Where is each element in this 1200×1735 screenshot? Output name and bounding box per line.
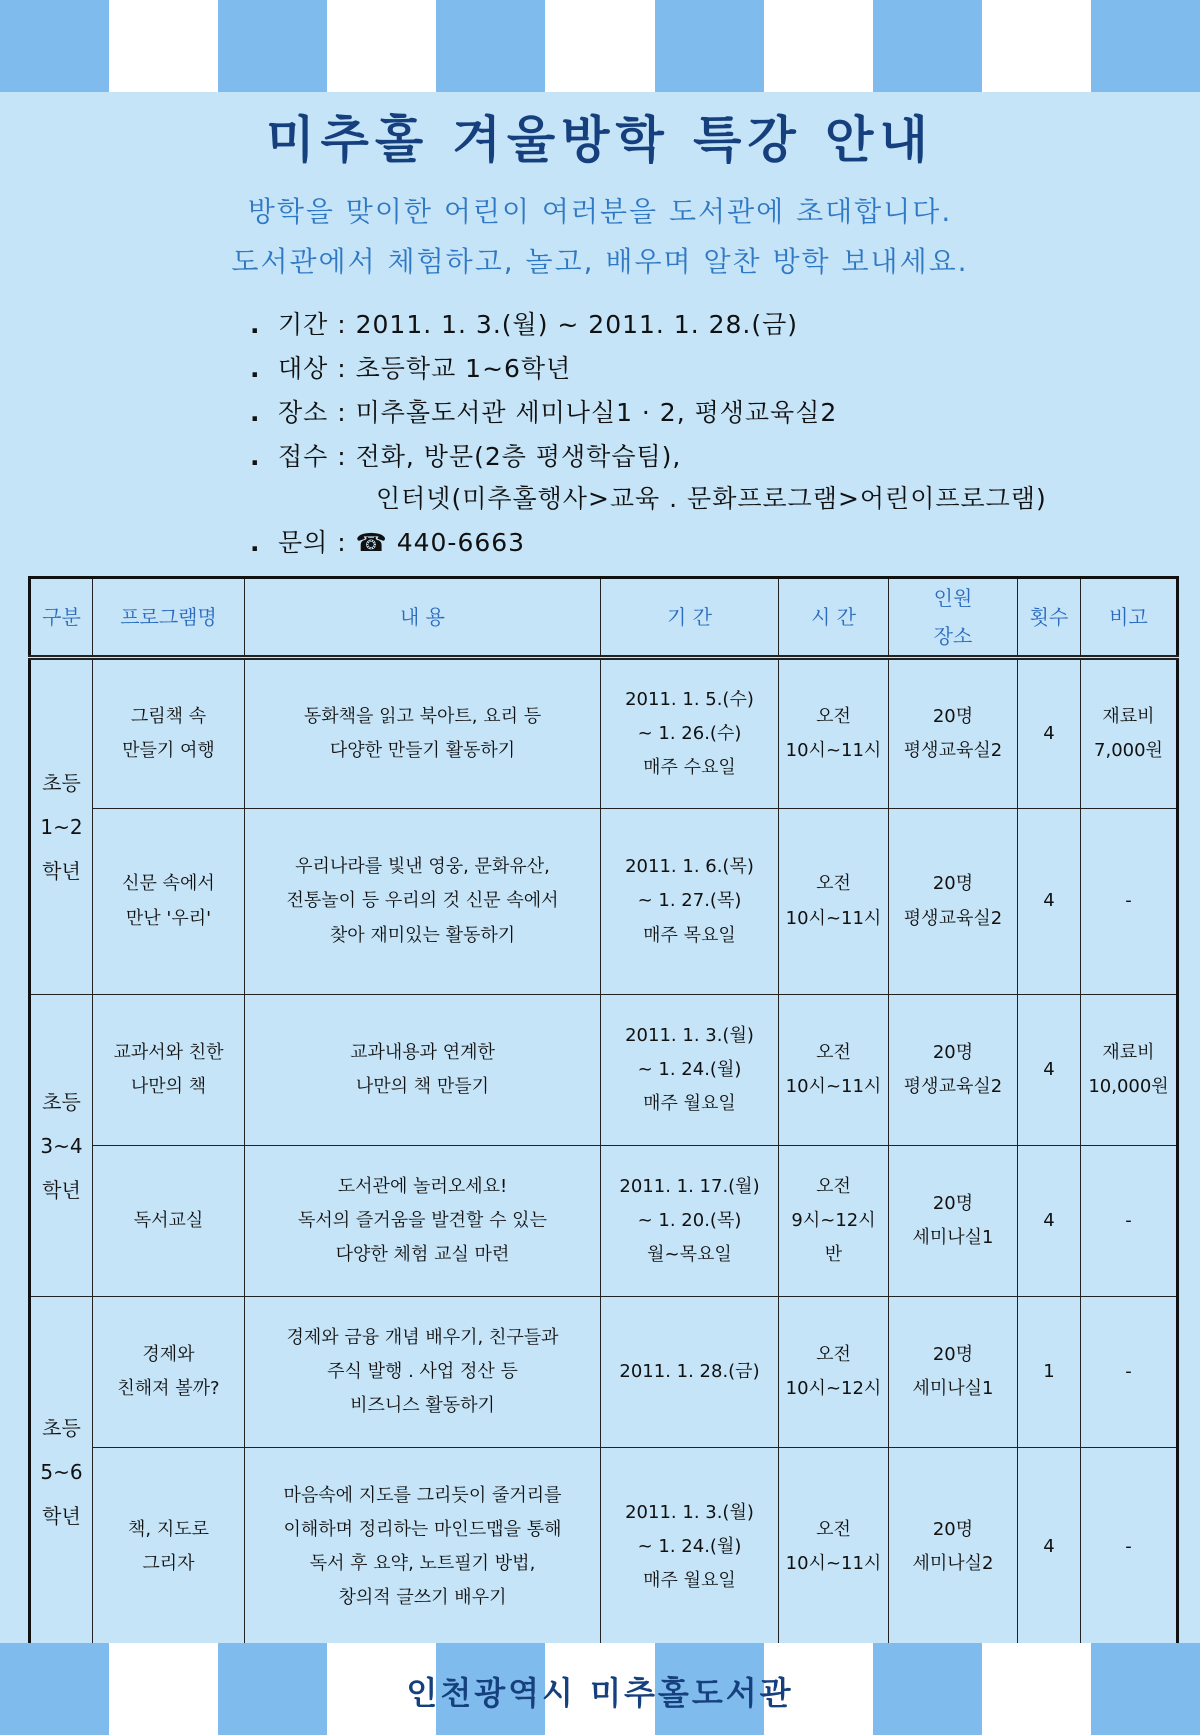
cell-content-line: 이해하며 정리하는 마인드맵을 통해 (283, 1518, 562, 1540)
info-inquiry (250, 523, 1150, 559)
top-snowflake-band (0, 0, 1200, 92)
cell-people-place-line: 세미나실1 (912, 1378, 994, 1399)
cell-period-line: 2011. 1. 5.(수) (625, 688, 754, 710)
cell-program-line: 친해져 볼까? (117, 1378, 220, 1399)
cell-time (779, 658, 889, 809)
cell-content (245, 658, 601, 809)
cell-program-line: 경제와 (142, 1343, 195, 1365)
bullet: . (250, 528, 261, 557)
cell-note (1081, 1146, 1178, 1297)
snowflake-icon (133, 15, 195, 77)
cell-period-line: 매주 수요일 (643, 757, 736, 779)
cell-period-line: 2011. 1. 17.(월) (619, 1175, 760, 1197)
cell-time-line: 오전 (816, 873, 851, 895)
cell-people-place-line: 평생교육실2 (903, 907, 1003, 929)
cell-period (601, 1146, 779, 1297)
cell-note-line: 10,000원 (1088, 1076, 1169, 1097)
cell-content (245, 1297, 601, 1448)
cell-count: 1 (1018, 1297, 1081, 1448)
snowflake-icon (242, 15, 304, 77)
cell-people-place (889, 658, 1018, 809)
cell-period-line: 2011. 1. 3.(월) (625, 1501, 754, 1523)
cell-content-line: 창의적 글쓰기 배우기 (338, 1587, 507, 1609)
cell-program-line: 나만의 책 (130, 1076, 207, 1097)
table-row (30, 658, 1178, 809)
band-cell (764, 0, 873, 92)
cell-note (1081, 658, 1178, 809)
cell-time-line: 오전 (816, 705, 851, 727)
cell-content-line: 독서의 즐거움을 발견할 수 있는 (298, 1209, 547, 1231)
cell-people-place-line: 평생교육실2 (903, 1076, 1003, 1097)
cell-time-line: 오전 (816, 1175, 851, 1197)
info-target (250, 349, 1150, 385)
cell-program-line: 책, 지도로 (128, 1518, 209, 1540)
cell-people-place-line: 평생교육실2 (903, 740, 1003, 761)
cell-period-line: 2011. 1. 28.(금) (619, 1360, 760, 1382)
snowflake-icon (460, 15, 522, 77)
cell-count: 4 (1018, 658, 1081, 809)
cell-period-line: 매주 월요일 (643, 1570, 736, 1592)
cell-content (245, 1448, 601, 1648)
category-text: 초등 (42, 771, 81, 795)
cell-program-line: 만들기 여행 (122, 740, 215, 761)
intro-line-1: 방학을 맞이한 어린이 여러분을 도서관에 초대합니다. (247, 195, 953, 228)
cell-program-line: 교과서와 친한 (113, 1041, 224, 1063)
cell-time (779, 1448, 889, 1648)
cell-time (779, 1146, 889, 1297)
cell-content-line: 우리나라를 빛낸 영웅, 문화유산, (295, 856, 550, 878)
cell-note-line: - (1125, 1535, 1132, 1557)
cell-period-line: 2011. 1. 3.(월) (625, 1024, 754, 1046)
cell-content (245, 809, 601, 995)
cell-time (779, 809, 889, 995)
cell-people-place-line: 20명 (932, 1192, 974, 1214)
bullet: . (250, 442, 261, 471)
cell-content-line: 다양한 만들기 활동하기 (329, 740, 516, 761)
cell-time-line: 10시~11시 (785, 1553, 882, 1574)
info-target-text: 대상 : 초등학교 1~6학년 (278, 354, 572, 383)
cell-content-line: 교과내용과 연계한 (350, 1041, 495, 1063)
cell-count: 4 (1018, 1448, 1081, 1648)
cell-content (245, 1146, 601, 1297)
cell-note-line: - (1125, 1360, 1132, 1382)
cell-note-line: 재료비 (1102, 1041, 1155, 1063)
cell-note (1081, 809, 1178, 995)
cell-program (93, 658, 245, 809)
cell-people-place (889, 809, 1018, 995)
cell-content-line: 찾아 재미있는 활동하기 (329, 924, 516, 946)
snowflake-icon (130, 392, 192, 454)
cell-time-line: 오전 (816, 1343, 851, 1365)
bullet: . (250, 398, 261, 427)
cell-period (601, 1448, 779, 1648)
cell-people-place (889, 1448, 1018, 1648)
table-row (30, 1448, 1178, 1648)
cell-content-line: 다양한 체험 교실 마련 (335, 1244, 510, 1266)
cell-time (779, 1297, 889, 1448)
cell-program (93, 1448, 245, 1648)
cell-count: 4 (1018, 809, 1081, 995)
cell-period-line: ~ 1. 24.(월) (637, 1535, 742, 1557)
band-cell (873, 0, 982, 92)
band-cell (1091, 0, 1200, 92)
cell-period (601, 995, 779, 1146)
cell-count: 4 (1018, 995, 1081, 1146)
category-text: 학년 (42, 1503, 81, 1528)
category-text: 1~2 (40, 815, 83, 839)
cell-people-place-line: 20명 (932, 1343, 974, 1365)
cell-people-place (889, 1146, 1018, 1297)
info-inquiry-phone: 440-6663 (396, 528, 526, 557)
cell-time-line: 10시~11시 (785, 1076, 882, 1097)
cell-period-line: ~ 1. 20.(목) (637, 1209, 742, 1231)
table-header-row (30, 578, 1178, 658)
snowflake-icon (896, 15, 958, 77)
schedule-table (28, 576, 1179, 1649)
cell-category (30, 658, 93, 995)
header-note: 비고 (1081, 578, 1178, 658)
cell-note (1081, 1297, 1178, 1448)
snowflake-icon (24, 15, 86, 77)
cell-note (1081, 995, 1178, 1146)
cell-program (93, 1297, 245, 1448)
cell-content-line: 동화책을 읽고 북아트, 요리 등 (303, 705, 542, 727)
cell-period (601, 809, 779, 995)
info-period-text: 기간 : 2011. 1. 3.(월) ~ 2011. 1. 28.(금) (278, 310, 799, 339)
cell-program (93, 809, 245, 995)
cell-period-line: ~ 1. 27.(목) (637, 890, 742, 912)
bullet: . (250, 354, 261, 383)
band-cell (545, 0, 654, 92)
table-row (30, 809, 1178, 995)
snowflake-icon (678, 15, 740, 77)
cell-period-line: 2011. 1. 6.(목) (625, 856, 754, 878)
cell-period-line: 월~목요일 (647, 1244, 732, 1266)
cell-time-line: 반 (824, 1244, 843, 1266)
snowflake-icon (1005, 15, 1067, 77)
cell-people-place-line: 20명 (932, 873, 974, 895)
cell-people-place-line: 20명 (932, 1041, 974, 1063)
cell-content-line: 전통놀이 등 우리의 것 신문 속에서 (286, 890, 559, 912)
cell-note (1081, 1448, 1178, 1648)
band-cell (982, 0, 1091, 92)
cell-content-line: 독서 후 요약, 노트필기 방법, (309, 1553, 536, 1574)
cell-time (779, 995, 889, 1146)
header-people-place (889, 578, 1018, 658)
cell-content-line: 도서관에 놀러오세요! (337, 1175, 508, 1197)
cell-content-line: 마음속에 지도를 그리듯이 줄거리를 (283, 1484, 562, 1506)
cell-note-line: 재료비 (1102, 705, 1155, 727)
category-text: 초등 (42, 1415, 81, 1440)
header-program: 프로그램명 (93, 578, 245, 658)
snowflake-icon (569, 15, 631, 77)
footer-library-name: 인천광역시 미추홀도서관 (406, 1674, 794, 1712)
cell-content-line: 나만의 책 만들기 (355, 1076, 490, 1097)
cell-note-line: - (1125, 890, 1132, 912)
band-cell (218, 0, 327, 92)
category-text: 학년 (42, 1177, 81, 1202)
page-title: 미추홀 겨울방학 특강 안내 (266, 111, 934, 169)
cell-content-line: 주식 발행 . 사업 정산 등 (327, 1360, 518, 1382)
info-inquiry-label: 문의 : (278, 528, 347, 557)
category-text: 5~6 (40, 1459, 83, 1484)
band-cell (0, 0, 109, 92)
header-content: 내 용 (245, 578, 601, 658)
band-cell (109, 0, 218, 92)
band-cell (327, 0, 436, 92)
info-reception-text: 접수 : 전화, 방문(2층 평생학습팀), (278, 442, 682, 471)
header-time: 시 간 (779, 578, 889, 658)
cell-time-line: 9시~12시 (791, 1209, 876, 1231)
cell-time-line: 10시~11시 (785, 907, 882, 929)
cell-program-line: 신문 속에서 (122, 873, 215, 895)
cell-note-line: 7,000원 (1094, 740, 1163, 761)
cell-period (601, 658, 779, 809)
cell-count: 4 (1018, 1146, 1081, 1297)
table-row (30, 1297, 1178, 1448)
cell-program-line: 그리자 (142, 1553, 195, 1574)
category-text: 학년 (42, 859, 81, 883)
cell-people-place (889, 995, 1018, 1146)
info-reception-2 (250, 479, 1150, 515)
cell-people-place-line: 20명 (932, 1518, 974, 1540)
cell-program-line: 만난 '우리' (125, 907, 212, 929)
header-people: 인원 (933, 586, 973, 610)
info-place (250, 393, 1150, 429)
phone-icon: ☎ (355, 528, 388, 557)
header-count: 횟수 (1018, 578, 1081, 658)
header-category: 구분 (30, 578, 93, 658)
cell-program-line: 그림책 속 (130, 705, 207, 727)
cell-time-line: 오전 (816, 1518, 851, 1540)
info-place-text: 장소 : 미추홀도서관 세미나실1 · 2, 평생교육실2 (278, 398, 838, 427)
cell-note-line: - (1125, 1209, 1132, 1231)
cell-people-place-line: 세미나실2 (912, 1553, 994, 1574)
cell-people-place-line: 세미나실1 (912, 1227, 994, 1248)
intro-line-2: 도서관에서 체험하고, 놀고, 배우며 알찬 방학 보내세요. (231, 245, 969, 278)
cell-period-line: 매주 목요일 (643, 924, 736, 946)
cell-time-line: 10시~12시 (785, 1378, 882, 1399)
cell-people-place (889, 1297, 1018, 1448)
header-place: 장소 (933, 624, 973, 648)
cell-period-line: ~ 1. 24.(월) (637, 1058, 742, 1080)
category-text: 3~4 (40, 1133, 83, 1158)
snowflake-icon (787, 15, 849, 77)
info-period (250, 305, 1150, 341)
cell-content-line: 비즈니스 활동하기 (350, 1395, 495, 1417)
cell-category (30, 995, 93, 1297)
cell-content (245, 995, 601, 1146)
cell-category (30, 1297, 93, 1648)
cell-program-line: 독서교실 (133, 1209, 204, 1231)
bullet: . (250, 310, 261, 339)
cell-period-line: ~ 1. 26.(수) (637, 722, 742, 744)
snowflake-icon (351, 15, 413, 77)
cell-time-line: 오전 (816, 1041, 851, 1063)
cell-time-line: 10시~11시 (785, 740, 882, 761)
cell-period-line: 매주 월요일 (643, 1093, 736, 1115)
cell-people-place-line: 20명 (932, 705, 974, 727)
table-row (30, 1146, 1178, 1297)
info-reception-text-2: 인터넷(미추홀행사>교육 . 문화프로그램>어린이프로그램) (376, 484, 1047, 513)
snowflake-icon (1114, 15, 1176, 77)
header-period: 기 간 (601, 578, 779, 658)
cell-period (601, 1297, 779, 1448)
band-cell (655, 0, 764, 92)
cell-program (93, 1146, 245, 1297)
category-text: 초등 (42, 1089, 81, 1114)
cell-program (93, 995, 245, 1146)
info-reception (250, 437, 1150, 473)
cell-content-line: 경제와 금융 개념 배우기, 친구들과 (286, 1326, 559, 1348)
table-row (30, 995, 1178, 1146)
band-cell (436, 0, 545, 92)
